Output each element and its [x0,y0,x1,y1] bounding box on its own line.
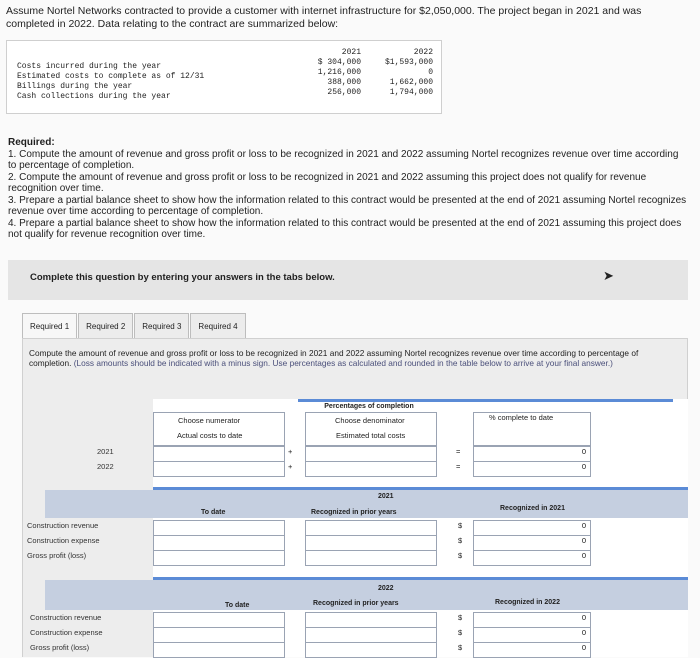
recognized-revenue-value-2022: 0 [581,613,586,622]
col-recognized-2021: Recognized in 2021 [500,505,565,512]
cost-label: Cash collections during the year [17,92,171,101]
dollar-sign: $ [458,521,463,530]
equals-2022: = [456,462,461,471]
cell-value: $1,593,000 [384,58,433,67]
numerator-input-2022[interactable] [153,461,285,477]
recognized-expense-value-2022: 0 [581,628,586,637]
instruction-note: (Loss amounts should be indicated with a minus sign. Use percentages as calculated and rounded in the table below to arrive at your final answer.) [73,358,613,368]
problem-intro: Assume Nortel Networks contracted to provide a customer with internet infrastructure for $2,050,000. The project began in 2021 and was completed in 2022. Data relating to the contract are summarized below: [6,5,642,30]
percent-complete-label: % complete to date [489,413,554,422]
percent-value-2022: 0 [581,462,586,471]
dollar-sign: $ [458,628,463,637]
recognized-expense-value-2021: 0 [581,536,586,545]
tab-required-3[interactable]: Required 3 [134,313,189,339]
dollar-sign: $ [458,551,463,560]
denominator-input-2022[interactable] [305,461,437,477]
prior-revenue-2022[interactable] [305,612,437,628]
instruction-banner [8,260,688,300]
cell-value: 388,000 [327,78,361,87]
section-2022-year: 2022 [378,585,394,592]
tab-panel [22,338,688,657]
cost-row-labels [17,62,204,102]
todate-gross-profit-2021[interactable] [153,550,285,566]
row-label-gross-profit-2021: Gross profit (loss) [27,551,87,560]
tab-required-2[interactable]: Required 2 [78,313,133,339]
banner-text: Complete this question by entering your answers in the tabs below. [30,272,335,283]
panel-instruction [29,348,674,368]
answer-table [27,399,688,657]
cell-value: 0 [428,68,433,77]
cell-value: 1,794,000 [389,88,433,97]
required-title: Required: [8,137,55,148]
required-item: 1. Compute the amount of revenue and gross profit or loss to be recognized in 2021 and 2022 assuming Nortel recognizes revenue over time according to percentage of completion. [8,148,679,171]
required-tabs [22,313,247,339]
col-prior-2022: Recognized in prior years [313,600,399,607]
cost-label: Costs incurred during the year [17,62,162,71]
denominator-label: Choose denominator [335,416,405,425]
tab-required-4[interactable]: Required 4 [190,313,245,339]
required-item: 3. Prepare a partial balance sheet to show how the information related to this contract would be presented at the end of 2021 assuming Nortel recognizes revenue over time according to percentage of completion. [8,194,687,217]
prior-expense-2022[interactable] [305,627,437,643]
cost-label: Billings during the year [17,82,133,91]
cell-value: $ 304,000 [317,58,361,67]
cell-value: 256,000 [327,88,361,97]
recognized-gross-profit-value-2022: 0 [581,643,586,652]
dollar-sign: $ [458,643,463,652]
prior-revenue-2021[interactable] [305,520,437,536]
required-item: 4. Prepare a partial balance sheet to show how the information related to this contract would be presented at the end of 2021 assuming this project does not qualify for revenue recognition over time. [8,217,682,240]
row-label-gross-profit-2022: Gross profit (loss) [30,643,90,652]
col-values-2022 [369,58,433,98]
section-2021-year: 2021 [378,493,394,500]
todate-revenue-2021[interactable] [153,520,285,536]
col-todate-2021: To date [201,509,226,516]
row-label-expense-2022: Construction expense [30,628,103,637]
tab-required-1[interactable]: Required 1 [22,313,77,339]
denominator-value: Estimated total costs [336,431,406,440]
required-item: 2. Compute the amount of revenue and gross profit or loss to be recognized in 2021 and 2022 assuming this project does not qualify for revenue recognition over time. [8,171,647,194]
todate-revenue-2022[interactable] [153,612,285,628]
cell-value: 1,216,000 [317,68,361,77]
cost-label: Estimated costs to complete as of 12/31 [17,72,205,81]
row-label-revenue-2021: Construction revenue [27,521,99,530]
recognized-gross-profit-value-2021: 0 [581,551,586,560]
col-header-2021: 2021 [341,48,361,57]
prior-gross-profit-2021[interactable] [305,550,437,566]
prior-expense-2021[interactable] [305,535,437,551]
instruction-text: Compute the amount of revenue and gross profit or loss to be recognized in 2021 and 2022 assuming Nortel recognizes revenue over time according to percentage of completion. [29,348,639,368]
dollar-sign: $ [458,536,463,545]
poc-header-bar [298,399,673,402]
denominator-input-2021[interactable] [305,446,437,462]
operator-2022: + [288,462,293,471]
numerator-value: Actual costs to date [177,431,243,440]
todate-expense-2021[interactable] [153,535,285,551]
todate-expense-2022[interactable] [153,627,285,643]
percent-value-2021: 0 [581,447,586,456]
col-values-2021 [303,58,361,98]
poc-header: Percentages of completion [324,403,414,410]
mouse-cursor-icon: ➤ [603,268,614,283]
row-label-expense-2021: Construction expense [27,536,100,545]
col-recognized-2022: Recognized in 2022 [495,599,560,606]
cost-summary-table [6,40,442,114]
equals-2021: = [456,447,461,456]
numerator-input-2021[interactable] [153,446,285,462]
recognized-revenue-value-2021: 0 [581,521,586,530]
dollar-sign: $ [458,613,463,622]
cell-value: 1,662,000 [389,78,433,87]
poc-year-2022: 2022 [97,462,114,471]
operator-2021: + [288,447,293,456]
col-header-2022: 2022 [413,48,433,57]
col-todate-2022: To date [225,602,250,609]
col-prior-2021: Recognized in prior years [311,509,397,516]
poc-year-2021: 2021 [97,447,114,456]
numerator-label: Choose numerator [178,416,241,425]
required-section [8,137,688,241]
row-label-revenue-2022: Construction revenue [30,613,102,622]
